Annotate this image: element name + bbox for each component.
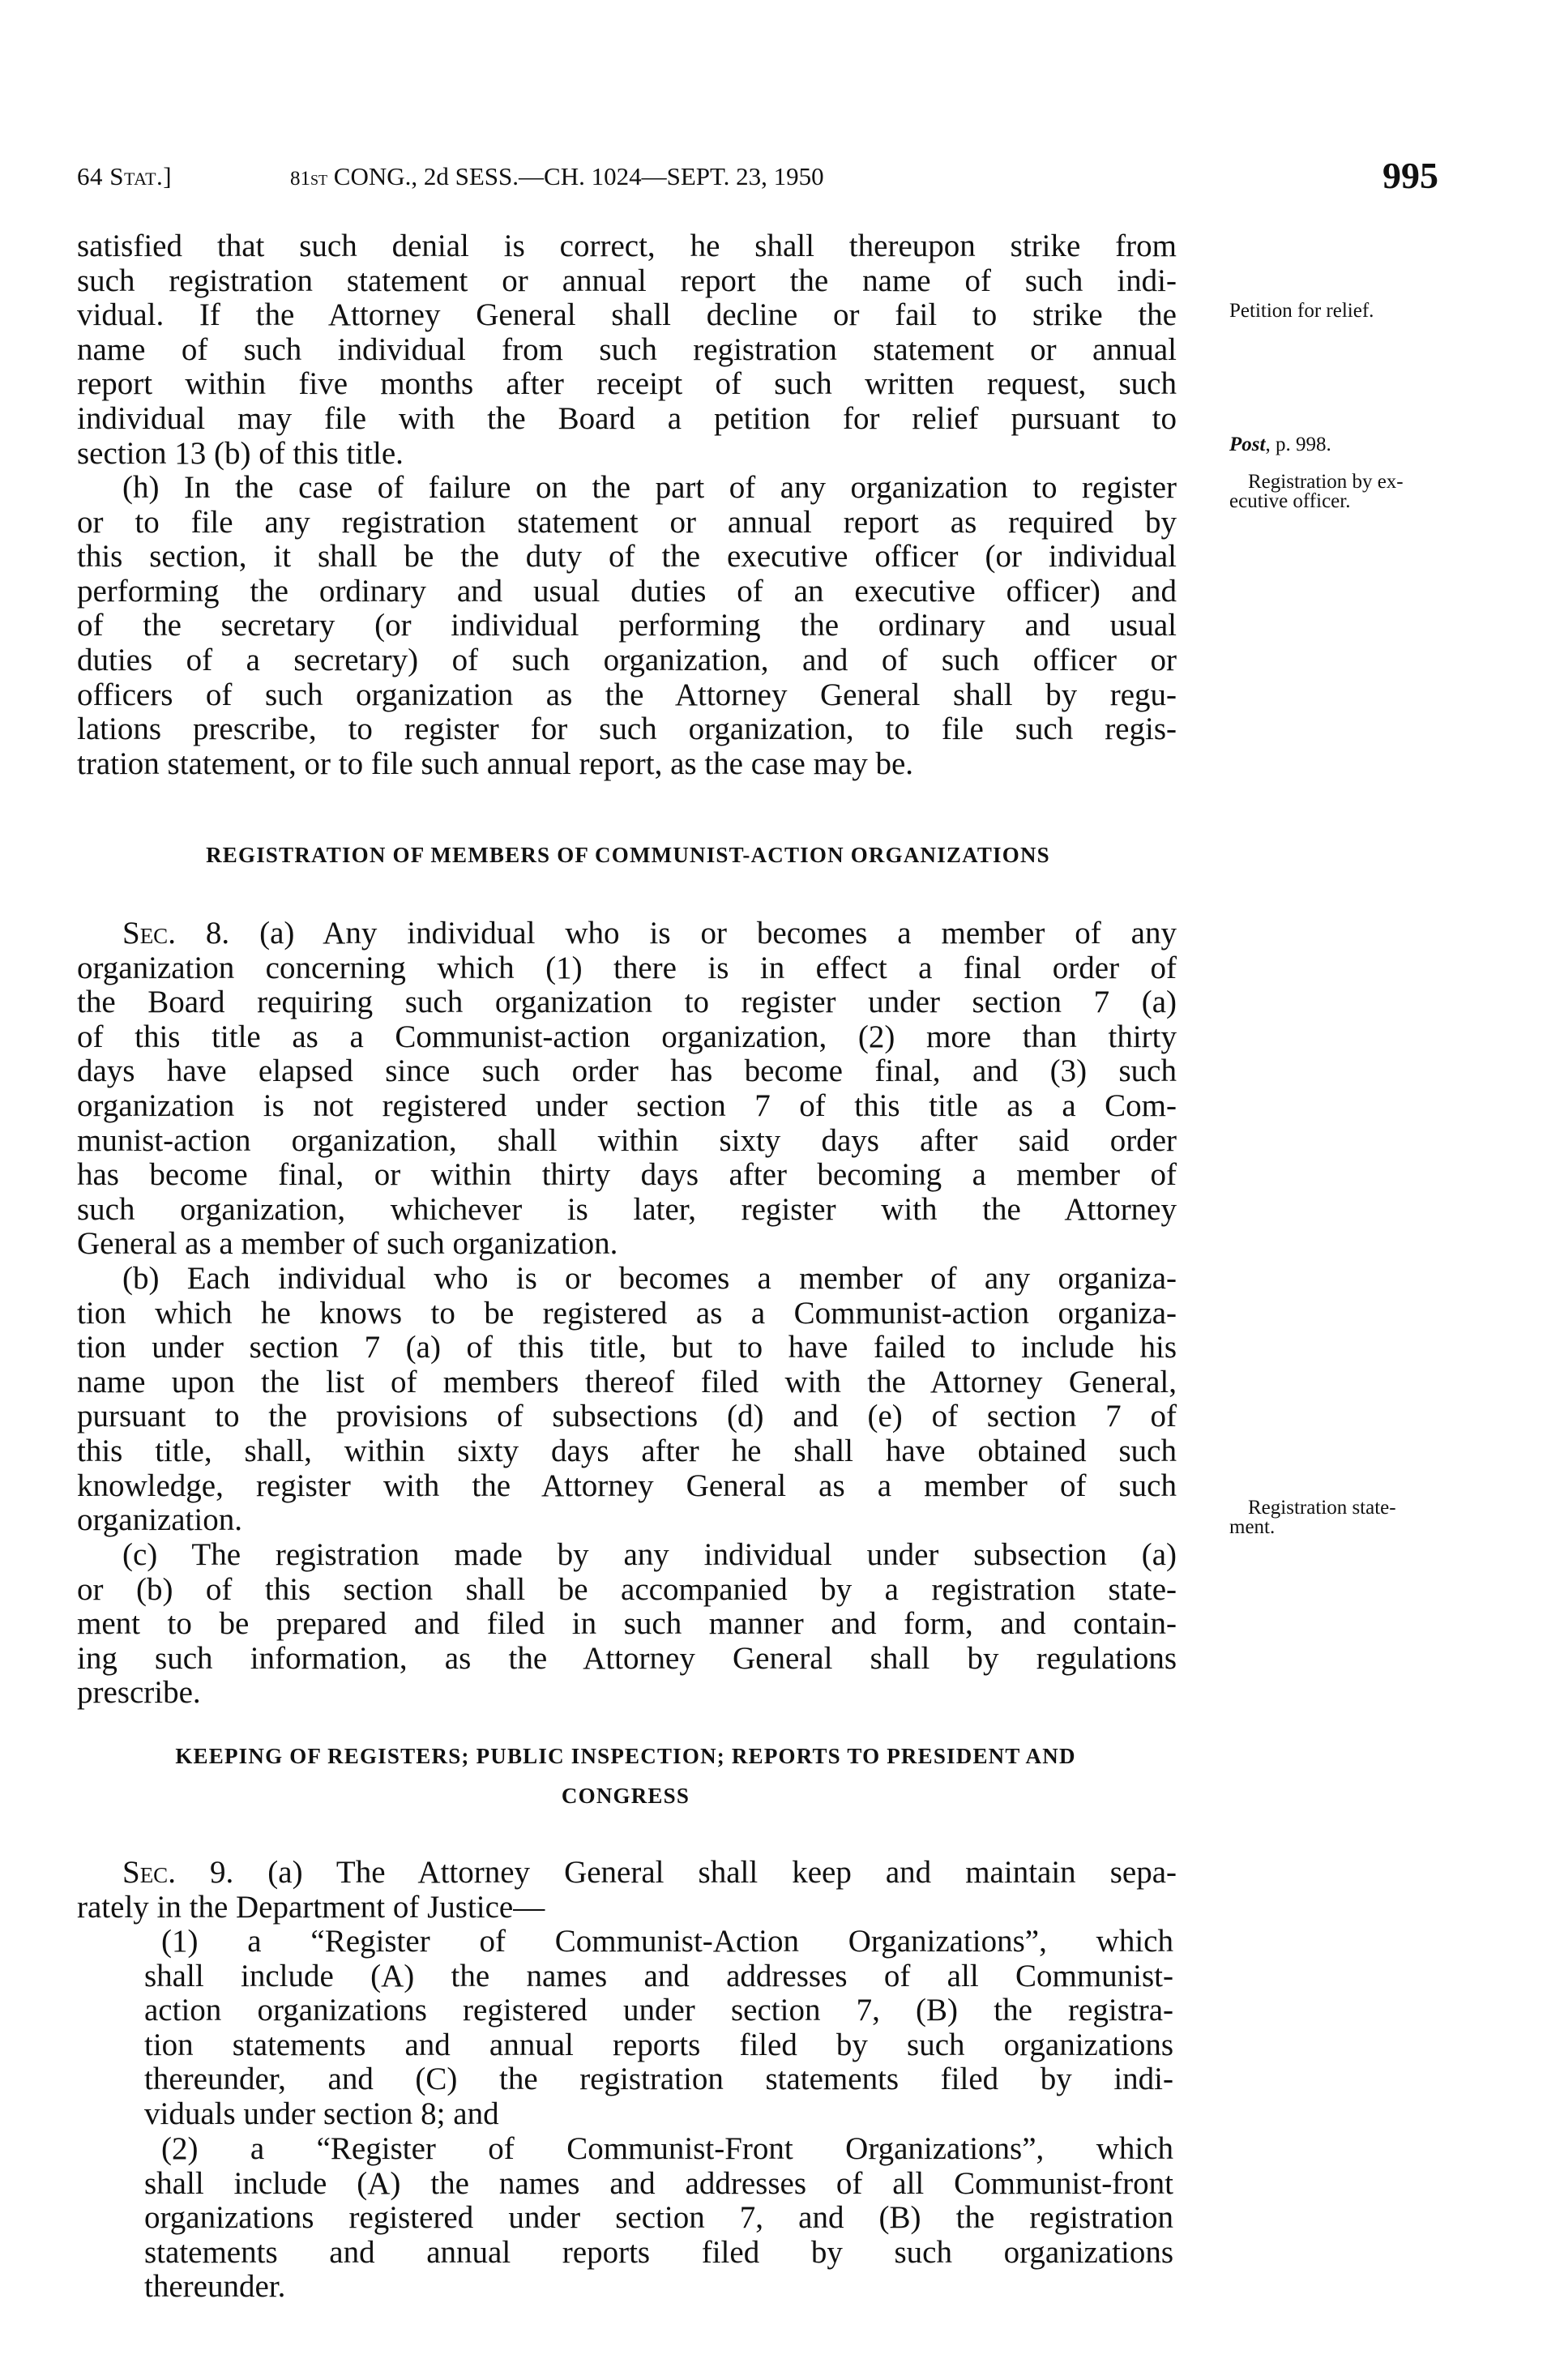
text-fragment: 8. (a) Any individual who is or becomes a member of any — [175, 916, 1177, 951]
text-line: shall include (A) the names and addresses of all Communist- — [144, 1958, 1173, 1993]
paragraph-sec-8b — [77, 1262, 1177, 1538]
text-line: munist-action organization, shall within sixty days after said order — [77, 1122, 1177, 1158]
text-line: report within five months after receipt of such written request, such — [77, 366, 1177, 402]
text-line: such organization, whichever is later, register with the Attorney — [77, 1191, 1177, 1227]
paragraph-continued — [77, 229, 1177, 471]
text-line: satisfied that such denial is correct, he shall thereupon strike from — [77, 229, 1177, 263]
text-line: organization is not registered under section 7 of this title as a Com- — [77, 1087, 1177, 1123]
margin-note-line: Registration state- — [1248, 1497, 1396, 1519]
text-line: tration statement, or to file such annual report, as the case may be. — [77, 746, 914, 781]
running-head — [77, 155, 1438, 196]
margin-note-executive-officer — [1229, 471, 1404, 512]
margin-note-line: ment. — [1229, 1516, 1276, 1538]
statute-volume — [77, 162, 172, 191]
text-line: (1) a “Register of Communist-Action Organizations”, which — [161, 1924, 1173, 1959]
text-line: action organizations registered under section 7, (B) the registra- — [144, 1993, 1173, 2028]
text-line: tion statements and annual reports filed by such organizations — [144, 2027, 1173, 2062]
section-heading-registers — [75, 1744, 1177, 1809]
margin-note-post-reference — [1229, 435, 1331, 455]
text-line — [77, 1856, 1177, 1891]
text-line: officers of such organization as the Attorney General shall by regu- — [77, 677, 1177, 712]
text-line: of this title as a Communist-action organization, (2) more than thirty — [77, 1019, 1177, 1054]
heading-line: KEEPING OF REGISTERS; PUBLIC INSPECTION; REPORTS TO PRESIDENT AND — [175, 1744, 1076, 1768]
text-line: days have elapsed since such order has become final, and (3) such — [77, 1053, 1177, 1089]
text-line: performing the ordinary and usual duties of an executive officer) and — [77, 573, 1177, 609]
paragraph-subsection-h — [77, 471, 1177, 781]
congress-number: 81st — [290, 168, 328, 190]
text-line: vidual. If the Attorney General shall decline or fail to strike the — [77, 297, 1177, 333]
section-label: Sec. — [122, 916, 176, 951]
text-line: (2) a “Register of Communist-Front Organizations”, which — [161, 2131, 1173, 2166]
text-line: viduals under section 8; and — [144, 2096, 499, 2131]
text-line: or to file any registration statement or annual report as required by — [77, 504, 1177, 540]
post-italic: Post — [1229, 434, 1266, 455]
list-item-register-front — [144, 2132, 1173, 2305]
text-line: organizations registered under section 7, and (B) the registration — [144, 2200, 1173, 2236]
text-line: thereunder, and (C) the registration statements filed by indi- — [144, 2062, 1173, 2097]
text-line: knowledge, register with the Attorney General as a member of such — [77, 1468, 1177, 1503]
text-line: tion which he knows to be registered as a Communist-action organiza- — [77, 1295, 1177, 1331]
text-line: lations prescribe, to register for such organization, to file such regis- — [77, 711, 1177, 747]
text-line: or (b) of this section shall be accompanied by a registration state- — [77, 1571, 1177, 1607]
margin-note-petition: Petition for relief. — [1229, 300, 1374, 322]
text-line: organization concerning which (1) there is in effect a final order of — [77, 950, 1177, 985]
page-number: 995 — [1382, 155, 1438, 196]
text-line: (b) Each individual who is or becomes a member of any organiza- — [122, 1261, 1177, 1296]
post-page: , p. 998. — [1265, 434, 1331, 455]
text-line: has become final, or within thirty days after becoming a member of — [77, 1157, 1177, 1193]
text-line: tion under section 7 (a) of this title, but to have failed to include his — [77, 1330, 1177, 1365]
paragraph-sec-8a — [77, 917, 1177, 1262]
text-line: prescribe. — [77, 1675, 201, 1711]
text-line: rately in the Department of Justice— — [77, 1889, 545, 1925]
text-line: individual may file with the Board a petition for relief pursuant to — [77, 400, 1177, 436]
text-line: name of such individual from such registration statement or annual — [77, 331, 1177, 367]
text-line: this title, shall, within sixty days after he shall have obtained such — [77, 1433, 1177, 1468]
text-line: statements and annual reports filed by such organizations — [144, 2234, 1173, 2270]
text-line: (c) The registration made by any individual under subsection (a) — [122, 1537, 1177, 1572]
text-line: thereunder. — [144, 2269, 286, 2305]
session-citation — [290, 162, 824, 191]
text-line: General as a member of such organization. — [77, 1226, 618, 1262]
text-line: name upon the list of members thereof filed with the Attorney General, — [77, 1364, 1177, 1399]
text-line — [77, 917, 1177, 951]
text-line: ing such information, as the Attorney General shall by regulations — [77, 1640, 1177, 1676]
text-line: pursuant to the provisions of subsections (d) and (e) of section 7 of — [77, 1399, 1177, 1434]
margin-note-registration-statement — [1229, 1497, 1396, 1538]
section-heading-members: REGISTRATION OF MEMBERS OF COMMUNIST-ACTION ORGANIZATIONS — [206, 843, 1050, 867]
volume-number: 64 — [77, 162, 103, 190]
margin-note-line: Registration by ex- — [1248, 471, 1404, 493]
paragraph-sec-9a — [77, 1856, 1177, 1925]
text-line: of the secretary (or individual performing the ordinary and usual — [77, 608, 1177, 643]
text-line: section 13 (b) of this title. — [77, 435, 404, 471]
text-line: such registration statement or annual report the name of such indi- — [77, 263, 1177, 298]
margin-note-line: ecutive officer. — [1229, 490, 1351, 512]
heading-line: CONGRESS — [561, 1784, 690, 1808]
text-line: the Board requiring such organization to register under section 7 (a) — [77, 985, 1177, 1020]
text-line: ment to be prepared and filed in such manner and form, and contain- — [77, 1606, 1177, 1642]
text-line: (h) In the case of failure on the part of any organization to register — [122, 470, 1177, 505]
text-line: duties of a secretary) of such organization, and of such officer or — [77, 642, 1177, 677]
text-fragment: 9. (a) The Attorney General shall keep and maintain sepa- — [175, 1855, 1177, 1890]
paragraph-sec-8c — [77, 1538, 1177, 1711]
list-item-register-action — [144, 1925, 1173, 2132]
citation-text: CONG., 2d SESS.—CH. 1024—SEPT. 23, 1950 — [333, 162, 824, 190]
text-line: shall include (A) the names and addresses of all Communist-front — [144, 2165, 1173, 2201]
volume-label: Stat.] — [109, 162, 173, 190]
section-label: Sec. — [122, 1855, 176, 1890]
text-line: organization. — [77, 1502, 242, 1538]
text-line: this section, it shall be the duty of the executive officer (or individual — [77, 539, 1177, 575]
